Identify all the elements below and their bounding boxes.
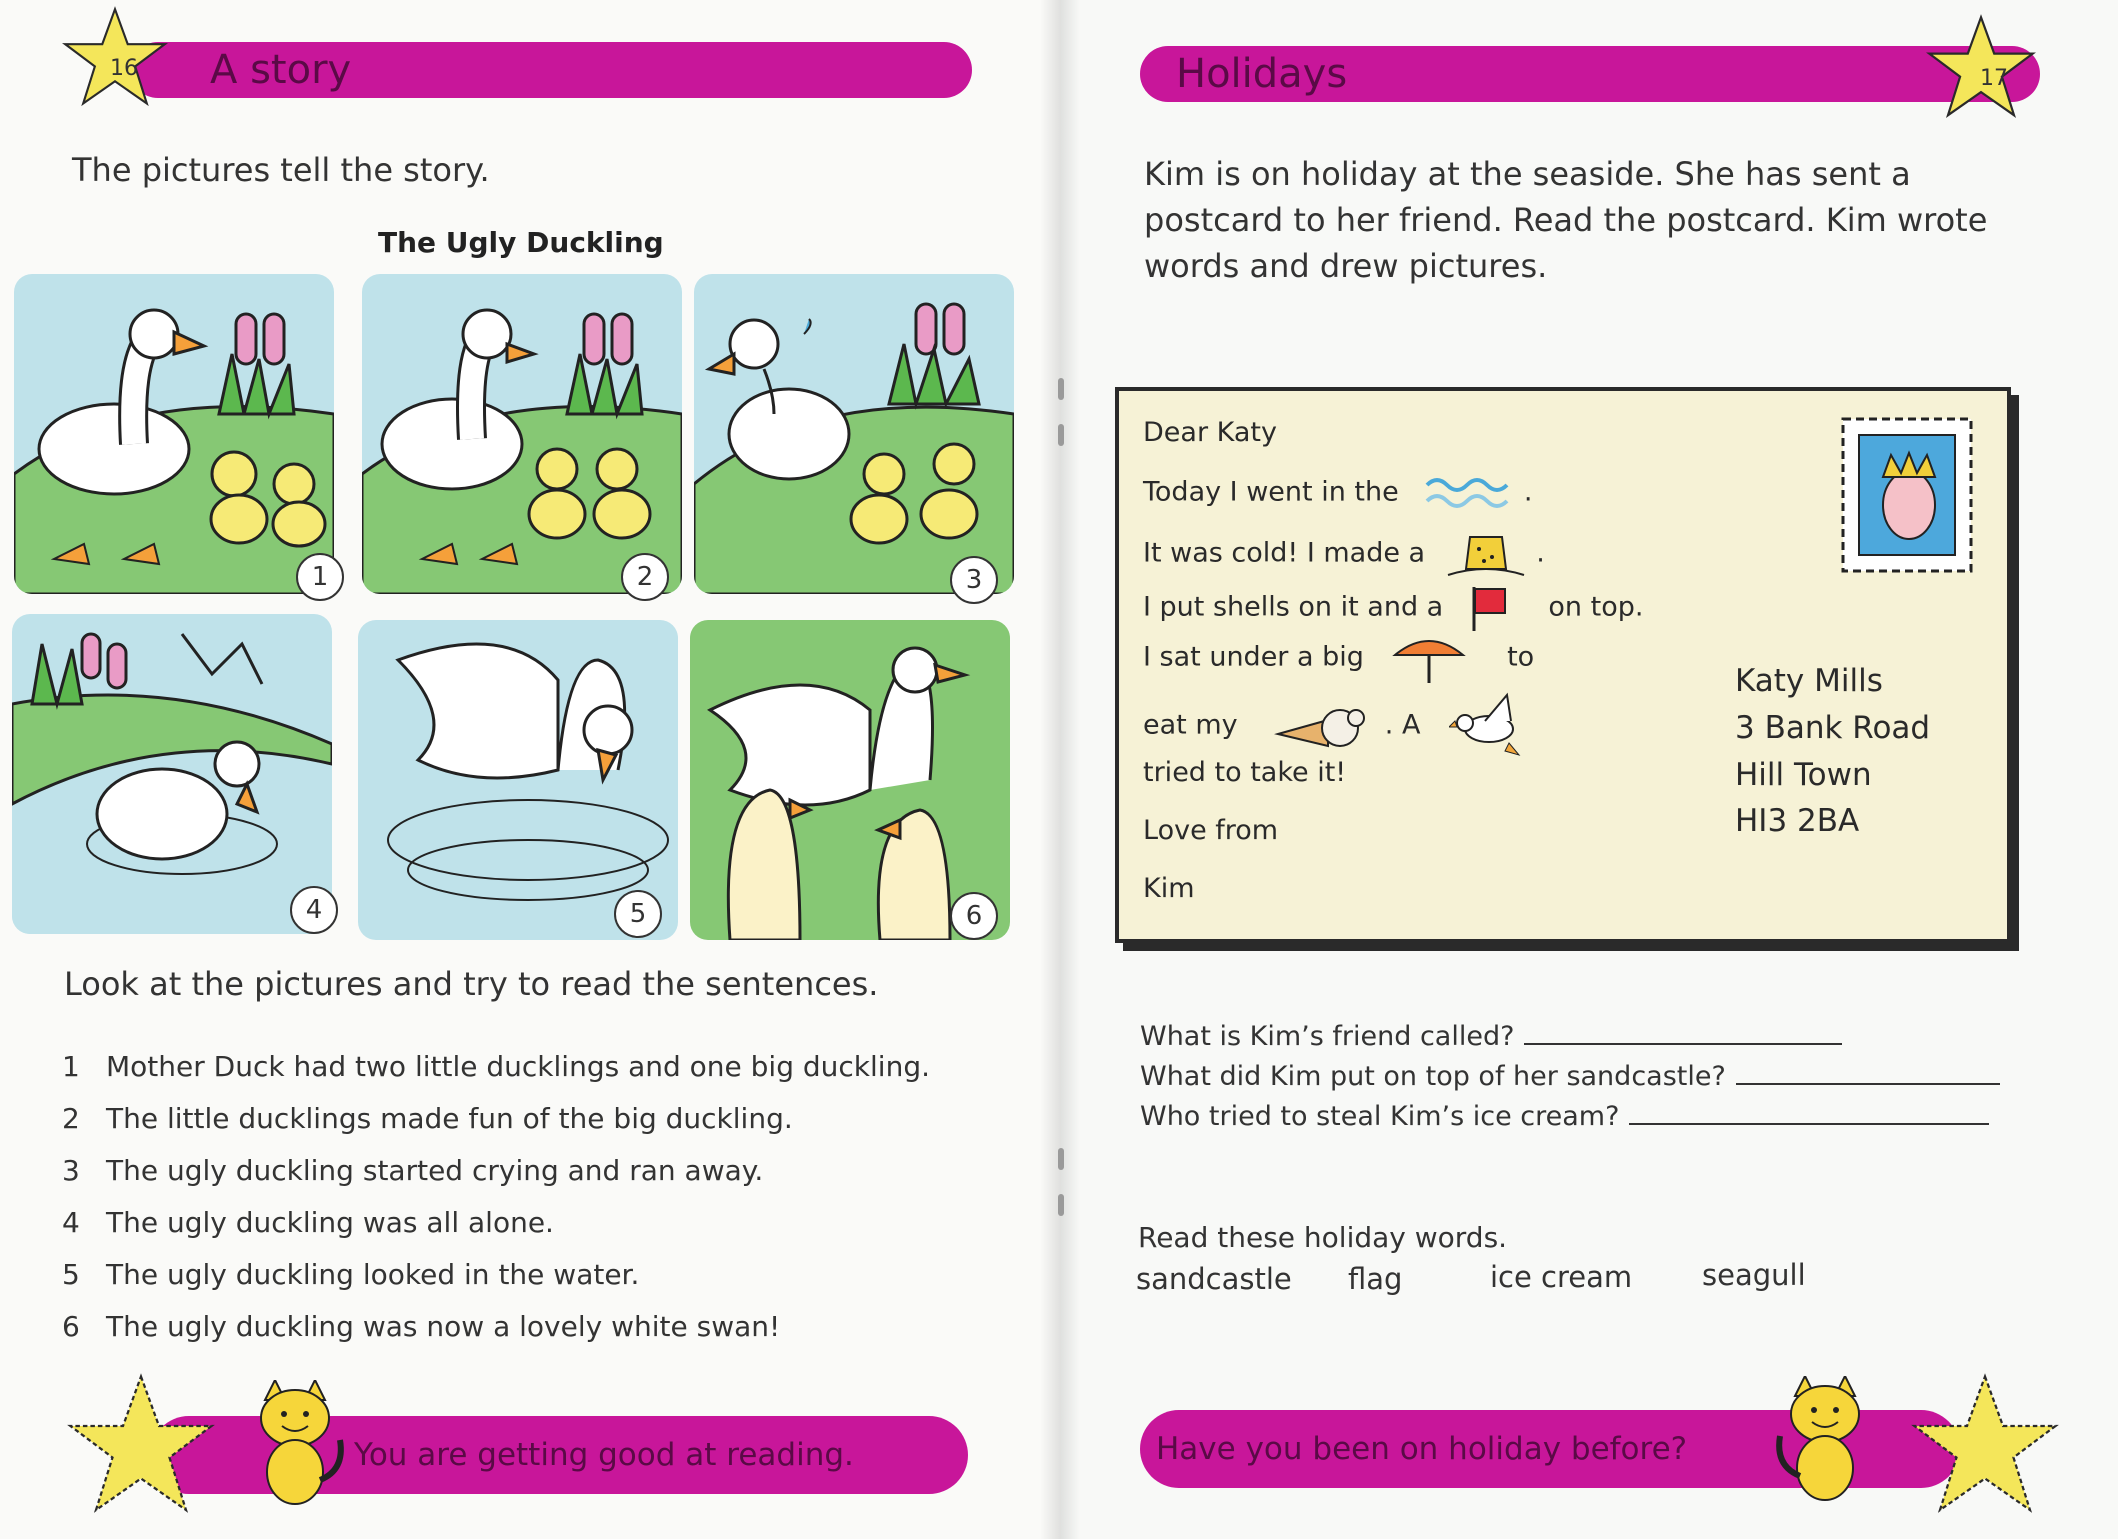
ducklings-teasing-illustration [362,274,682,594]
sentence-item [62,1206,554,1239]
intro-text: The pictures tell the story. [72,151,490,189]
question-item [1140,1018,1842,1056]
sentence-number: 1 [62,1050,80,1083]
answer-line[interactable] [1524,1037,1842,1045]
duckling-alone-illustration [12,614,332,934]
intro-line: postcard to her friend. Read the postcard. Kim wrote [1144,201,1988,239]
sentence-item [62,1258,639,1291]
question-text: Who tried to steal Kim’s ice cream? [1140,1101,1620,1132]
star-icon [1910,1372,2060,1522]
question-text: What is Kim’s friend called? [1140,1021,1515,1052]
story-title: The Ugly Duckling [378,226,664,259]
panel-number-badge: 6 [950,892,998,940]
cat-mascot-icon [240,1380,350,1510]
duck-family-illustration [14,274,334,594]
ice-cream-icon [1274,700,1370,752]
story-panel-2 [362,274,682,594]
words-heading: Read these holiday words. [1138,1221,1508,1254]
address-line: Katy Mills [1735,663,1883,699]
sentence-text: The little ducklings made fun of the big duckling. [106,1102,793,1135]
holiday-word: ice cream [1490,1260,1633,1294]
sentence-number: 5 [62,1258,80,1291]
postcard-text: It was cold! I made a [1143,537,1426,569]
star-icon [66,1372,216,1522]
page-title: A story [210,47,352,93]
holiday-word: seagull [1702,1258,1806,1292]
address-line: Hill Town [1735,757,1872,793]
footer-message: Have you been on holiday before? [1156,1431,1688,1467]
holiday-word: sandcastle [1136,1262,1292,1296]
sentence-number: 6 [62,1310,80,1343]
postcard-text: to [1507,641,1535,673]
postcard-line [1143,473,1532,513]
postcard-line [1143,629,1534,687]
book-gutter [1040,0,1080,1539]
postcard-text: on top. [1548,591,1644,623]
address-line: 3 Bank Road [1735,710,1931,746]
page-number: 16 [110,56,138,81]
story-panel-1 [14,274,334,594]
sea-waves-icon [1423,473,1515,513]
intro-line: words and drew pictures. [1144,247,1548,285]
sentence-text: The ugly duckling was now a lovely white swan! [106,1310,781,1343]
question-item [1140,1098,1989,1136]
staple [1058,424,1064,446]
sentence-item [62,1102,793,1135]
address-line: HI3 2BA [1735,803,1860,839]
postcard-text: . A [1384,709,1421,741]
answer-line[interactable] [1736,1077,2000,1085]
intro-line: Kim is on holiday at the seaside. She has sent a [1144,155,1911,193]
postcard-signature: Kim [1143,873,1195,904]
page-number: 17 [1980,66,2008,91]
panel-number-badge: 2 [621,553,669,601]
beach-umbrella-icon [1389,629,1469,687]
white-swan-illustration [690,620,1010,940]
answer-line[interactable] [1629,1117,1989,1125]
sentence-number: 4 [62,1206,80,1239]
panel-number-badge: 4 [290,886,338,934]
panel-number-badge: 5 [614,890,662,938]
left-title-bar [130,42,972,98]
story-panel-3 [694,274,1014,594]
story-panel-4 [12,614,332,934]
cat-mascot-icon [1770,1376,1880,1506]
staple [1058,1194,1064,1216]
postcard-text: I sat under a big [1143,641,1364,673]
duckling-running-away-illustration [694,274,1014,594]
postcard-greeting: Dear Katy [1143,417,1277,448]
question-text: What did Kim put on top of her sandcastle? [1140,1061,1726,1092]
sentence-item [62,1154,763,1187]
postcard-line [1143,583,1643,633]
postcard-closing: Love from [1143,815,1279,846]
stamp-icon [1839,415,1975,575]
footer-message: You are getting good at reading. [354,1437,854,1473]
sentence-text: The ugly duckling started crying and ran away. [106,1154,764,1187]
postcard-text: . [1523,476,1533,508]
right-title-bar [1140,46,2040,102]
panel-number-badge: 1 [296,553,344,601]
postcard-text: I put shells on it and a [1143,591,1444,623]
sentence-text: The ugly duckling looked in the water. [106,1258,640,1291]
postcard-text: eat my [1143,709,1238,741]
seagull-icon [1449,691,1539,761]
panel-number-badge: 3 [950,556,998,604]
postcard-line [1143,691,1539,761]
flag-icon [1466,583,1516,633]
staple [1058,378,1064,400]
postcard [1115,387,2011,943]
story-panel-6 [690,620,1010,940]
postcard-line: tried to take it! [1143,757,1347,788]
instruction-text: Look at the pictures and try to read the sentences. [64,965,879,1003]
postcard-text: . [1536,537,1545,569]
question-item [1140,1058,2000,1096]
postcard-text: Today I went in the [1143,476,1399,508]
page-title: Holidays [1176,51,1348,97]
sentence-number: 3 [62,1154,80,1187]
staple [1058,1148,1064,1170]
sandcastle-icon [1444,529,1528,579]
sentence-item [62,1310,780,1343]
holiday-word: flag [1348,1262,1403,1296]
sentence-text: Mother Duck had two little ducklings and one big duckling. [106,1050,930,1083]
postcard-line [1143,529,1545,579]
sentence-item [62,1050,930,1083]
sentence-text: The ugly duckling was all alone. [106,1206,554,1239]
sentence-number: 2 [62,1102,80,1135]
